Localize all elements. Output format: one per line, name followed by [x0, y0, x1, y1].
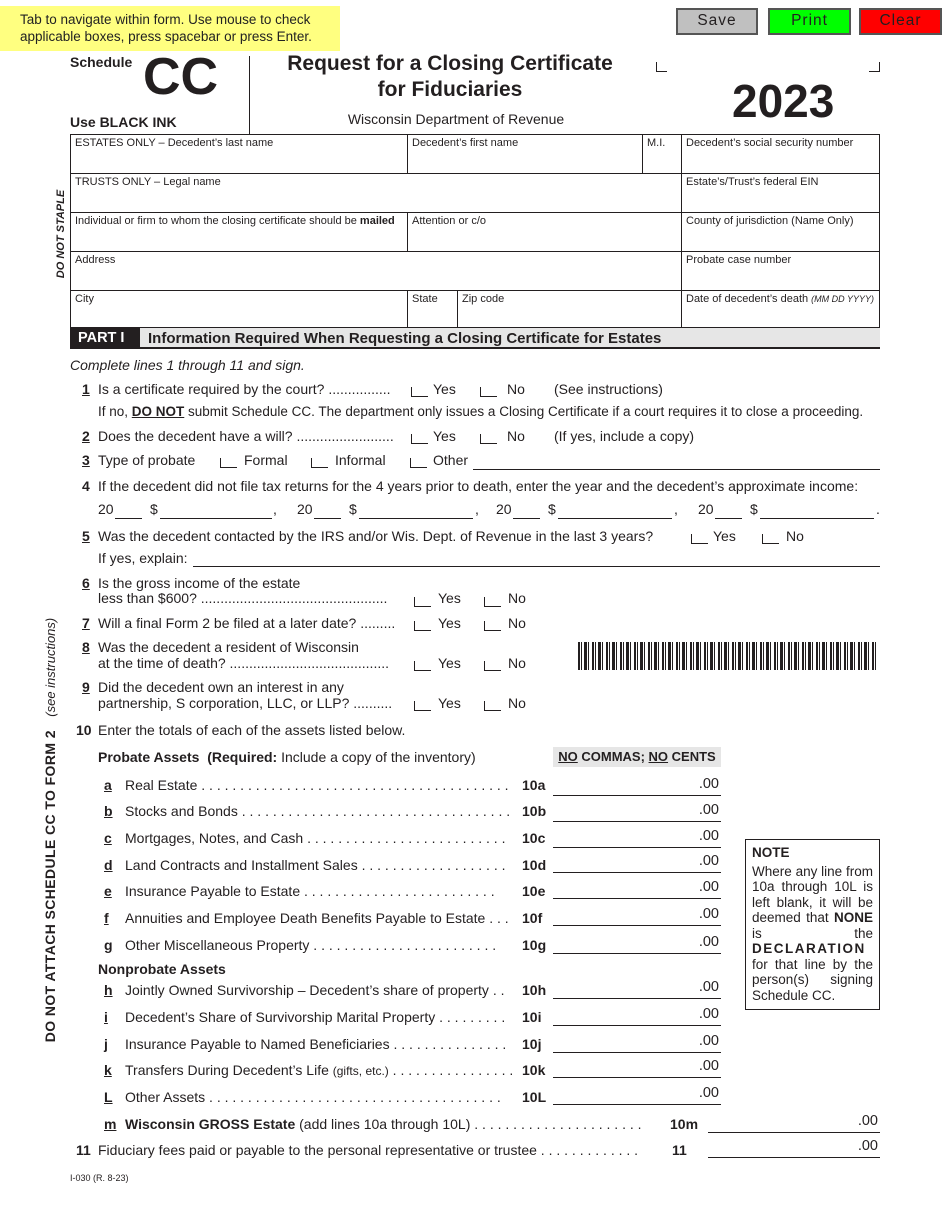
q4-year3-prefix: 20: [496, 501, 512, 517]
q8-no-label: No: [508, 655, 526, 671]
q3-other-input[interactable]: [473, 454, 880, 470]
amount-10g-input[interactable]: .00: [553, 934, 721, 954]
q8-yes-label: Yes: [438, 655, 461, 671]
q4-income4-input[interactable]: [760, 503, 874, 519]
q4-period: .: [876, 501, 880, 517]
q2-no-checkbox[interactable]: [480, 434, 497, 444]
zip-field[interactable]: Zip code: [462, 293, 505, 305]
q7-number: 7: [82, 615, 90, 631]
q2-yes-label: Yes: [433, 428, 456, 444]
q4-income1-input[interactable]: [160, 503, 272, 519]
q3-other-label: Other: [433, 452, 469, 468]
q5-explain-label: If yes, explain:: [98, 550, 188, 566]
attention-field[interactable]: Attention or c/o: [412, 215, 486, 227]
form-title-line2: for Fiduciaries: [377, 78, 523, 101]
q1-number: 1: [82, 381, 90, 397]
q3-formal-label: Formal: [244, 452, 288, 468]
trust-name-field[interactable]: TRUSTS ONLY – Legal name: [75, 176, 221, 188]
form-year: 2023: [732, 75, 835, 127]
q9-text-line1: Did the decedent own an interest in any: [98, 679, 344, 695]
q6-no-label: No: [508, 590, 526, 606]
q5-no-label: No: [786, 528, 804, 544]
amount-10i-input[interactable]: .00: [553, 1006, 721, 1026]
q8-no-checkbox[interactable]: [484, 661, 501, 671]
q4-year1-input[interactable]: [115, 503, 142, 519]
amount-10a-input[interactable]: .00: [553, 776, 721, 796]
amount-10h-input[interactable]: .00: [553, 979, 721, 999]
form-id: I-030 (R. 8-23): [70, 1173, 129, 1183]
q10-number: 10: [76, 722, 92, 738]
q9-no-label: No: [508, 695, 526, 711]
q7-yes-label: Yes: [438, 615, 461, 631]
q1-no-checkbox[interactable]: [480, 387, 497, 397]
middle-initial-field[interactable]: M.I.: [647, 137, 666, 149]
q3-informal-label: Informal: [335, 452, 386, 468]
corner-mark-right: [869, 62, 880, 72]
amount-10c-input[interactable]: .00: [553, 828, 721, 848]
q4-dollar1: $: [150, 501, 158, 517]
q4-dollar4: $: [750, 501, 758, 517]
q3-text: Type of probate: [98, 452, 196, 468]
corner-mark-left: [656, 62, 667, 72]
ssn-field[interactable]: Decedent’s social security number: [686, 137, 854, 149]
q4-year4-prefix: 20: [698, 501, 714, 517]
q7-text: Will a final Form 2 be filed at a later date? .........: [98, 615, 396, 631]
q8-yes-checkbox[interactable]: [414, 661, 431, 671]
q2-note: (If yes, include a copy): [554, 428, 695, 444]
q6-yes-checkbox[interactable]: [414, 597, 431, 607]
q4-comma1: ,: [273, 501, 277, 517]
q9-no-checkbox[interactable]: [484, 701, 501, 711]
barcode: [578, 642, 876, 670]
amount-10b-input[interactable]: .00: [553, 802, 721, 822]
q5-yes-label: Yes: [713, 528, 736, 544]
q1-yes-checkbox[interactable]: [411, 387, 428, 397]
death-date-field[interactable]: Date of decedent’s death (MM DD YYYY): [686, 293, 875, 305]
q6-yes-label: Yes: [438, 590, 461, 606]
city-field[interactable]: City: [75, 293, 94, 305]
amount-10L-input[interactable]: .00: [553, 1085, 721, 1105]
q9-yes-label: Yes: [438, 695, 461, 711]
q1-subnote: If no, DO NOT submit Schedule CC. The department only issues a Closing Certificate if a court requires it to close a proceeding.: [98, 404, 864, 419]
form-title-line1: Request for a Closing Certificate: [287, 52, 613, 75]
amount-10e-input[interactable]: .00: [553, 879, 721, 899]
q2-no-label: No: [507, 428, 525, 444]
q7-yes-checkbox[interactable]: [414, 621, 431, 631]
q4-number: 4: [82, 478, 90, 494]
instructions-tooltip: Tab to navigate within form. Use mouse to check applicable boxes, press spacebar or press Enter.: [0, 6, 340, 51]
q5-text: Was the decedent contacted by the IRS and/or Wis. Dept. of Revenue in the last 3 years?: [98, 528, 654, 544]
amount-11-input[interactable]: .00: [708, 1138, 880, 1158]
q4-year2-input[interactable]: [314, 503, 341, 519]
address-field[interactable]: Address: [75, 254, 116, 266]
mail-to-field[interactable]: Individual or firm to whom the closing certificate should be mailed: [75, 215, 395, 227]
no-commas-no-cents-banner: NO COMMAS; NO CENTS: [553, 747, 721, 767]
probate-assets-heading: Probate Assets (Required: Include a copy of the inventory): [98, 749, 476, 765]
q4-year4-input[interactable]: [715, 503, 742, 519]
county-field[interactable]: County of jurisdiction (Name Only): [686, 215, 854, 227]
q6-text-line1: Is the gross income of the estate: [98, 575, 301, 591]
probate-case-field[interactable]: Probate case number: [686, 254, 792, 266]
amount-10k-input[interactable]: .00: [553, 1058, 721, 1078]
q1-note: (See instructions): [554, 381, 663, 397]
save-button[interactable]: Save: [676, 8, 758, 35]
q3-other-checkbox[interactable]: [410, 458, 427, 468]
q4-text: If the decedent did not file tax returns for the 4 years prior to death, enter the year and the decedent’s approximate income:: [98, 478, 859, 494]
q9-yes-checkbox[interactable]: [414, 701, 431, 711]
schedule-label: Schedule: [70, 54, 133, 70]
q2-number: 2: [82, 428, 90, 444]
q8-text-line1: Was the decedent a resident of Wisconsin: [98, 639, 359, 655]
q3-formal-checkbox[interactable]: [220, 458, 237, 468]
schedule-code: CC: [143, 48, 219, 106]
q6-number: 6: [82, 575, 90, 591]
q10-text: Enter the totals of each of the assets listed below.: [98, 722, 406, 738]
q4-year2-prefix: 20: [297, 501, 313, 517]
amount-10f-input[interactable]: .00: [553, 906, 721, 926]
q6-text-line2: less than $600? ................................................: [98, 590, 388, 606]
q5-number: 5: [82, 528, 90, 544]
last-name-field[interactable]: ESTATES ONLY – Decedent’s last name: [75, 137, 274, 149]
q3-informal-checkbox[interactable]: [311, 458, 328, 468]
part1-label: PART I: [70, 328, 140, 349]
q4-comma2: ,: [475, 501, 479, 517]
q9-number: 9: [82, 679, 90, 695]
amount-10j-input[interactable]: .00: [553, 1033, 721, 1053]
clear-button[interactable]: Clear: [859, 8, 942, 35]
part1-instruction: Complete lines 1 through 11 and sign.: [70, 357, 305, 373]
first-name-field[interactable]: Decedent’s first name: [412, 137, 519, 149]
q1-no-label: No: [507, 381, 525, 397]
q4-comma3: ,: [674, 501, 678, 517]
q1-yes-label: Yes: [433, 381, 456, 397]
q6-no-checkbox[interactable]: [484, 597, 501, 607]
q8-text-line2: at the time of death? .........................................: [98, 655, 390, 671]
print-button[interactable]: Print: [768, 8, 851, 35]
amount-10d-input[interactable]: .00: [553, 853, 721, 873]
department-name: Wisconsin Department of Revenue: [347, 111, 565, 127]
q7-no-label: No: [508, 615, 526, 631]
q5-no-checkbox[interactable]: [762, 534, 779, 544]
q4-income2-input[interactable]: [359, 503, 473, 519]
q1-text: Is a certificate required by the court? ................: [98, 381, 391, 397]
q4-dollar2: $: [349, 501, 357, 517]
q8-number: 8: [82, 639, 90, 655]
q2-text: Does the decedent have a will? .........................: [98, 428, 394, 444]
q7-no-checkbox[interactable]: [484, 621, 501, 631]
q9-text-line2: partnership, S corporation, LLC, or LLP? ..........: [98, 695, 393, 711]
q5-explain-input[interactable]: [193, 551, 880, 567]
note-box: NOTE Where any line from 10a through 10L is left blank, it will be deemed that NONE is the DECLARATION for that line by the person(s) signing Schedule CC.: [745, 839, 880, 1010]
state-field[interactable]: State: [412, 293, 438, 305]
q4-year3-input[interactable]: [513, 503, 540, 519]
q4-income3-input[interactable]: [558, 503, 672, 519]
nonprobate-assets-heading: Nonprobate Assets: [98, 961, 226, 977]
amount-10m-input[interactable]: .00: [708, 1113, 880, 1133]
ink-note: Use BLACK INK: [70, 114, 177, 130]
ein-field[interactable]: Estate’s/Trust’s federal EIN: [686, 176, 819, 188]
q2-yes-checkbox[interactable]: [411, 434, 428, 444]
q3-number: 3: [82, 452, 90, 468]
part1-title: Information Required When Requesting a Closing Certificate for Estates: [140, 328, 880, 349]
q5-yes-checkbox[interactable]: [691, 534, 708, 544]
q4-dollar3: $: [548, 501, 556, 517]
q4-year1-prefix: 20: [98, 501, 114, 517]
